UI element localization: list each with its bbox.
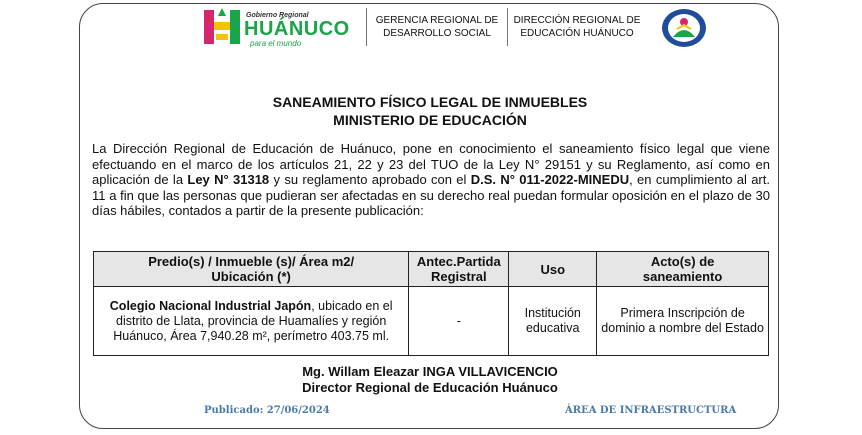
col-header-predio-line1: Predio(s) / Inmueble (s)/ Área m2/ [148,254,355,269]
cell-acto: Primera Inscripción de dominio a nombre del Estado [597,287,769,356]
signatory-role: Director Regional de Educación Huánuco [302,380,558,395]
cell-predio [94,287,409,356]
col-header-partida-line1: Antec.Partida [416,254,501,269]
header-direccion [512,14,642,40]
property-name: Colegio Nacional Industrial Japón [109,298,312,313]
header-gerencia-line1: GERENCIA REGIONAL DE [375,15,499,26]
col-header-predio-line2: Ubicación (*) [211,269,291,284]
property-table [93,251,769,356]
cell-uso: Institución educativa [509,287,597,356]
law-reference: Ley N° 31318 [187,172,270,188]
paragraph-text: y su reglamento aprobado con el [269,172,471,188]
header-divider [507,8,508,46]
header-gerencia-line2: DESARROLLO SOCIAL [383,28,491,39]
cell-partida: - [409,287,509,356]
logo-tagline: para el mundo [250,39,302,48]
col-header-acto-line2: saneamiento [642,269,723,284]
header-direccion-line2: EDUCACIÓN HUÁNUCO [520,28,634,39]
col-header-uso [509,252,597,287]
notice-title: SANEAMIENTO FÍSICO LEGAL DE INMUEBLES [272,94,588,110]
paragraph-text: La Dirección Regional de Educación de Huánuco, pone en conocimiento el saneamiento físico legal que viene efectuando en el marco de los artículos 21, 22 y 23 del TUO de la Ley N° 29151 y su Reglamento, así como en aplicación de la [92,141,770,188]
huanuco-h-icon [202,6,244,48]
property-details: , ubicado en el distrito de Llata, provincia de Huamalíes y región Huánuco, Área 7,940.28 m², perímetro 403.75 ml. [113,298,393,343]
col-header-partida-line2: Registral [430,269,487,284]
header-direccion-line1: DIRECCIÓN REGIONAL DE [513,15,641,26]
logo-name: HUÁNUCO [244,18,350,40]
huanuco-logo [202,6,352,48]
notice-subtitle: MINISTERIO DE EDUCACIÓN [333,112,527,128]
header-divider [366,8,367,46]
decree-reference: D.S. N° 011-2022-MINEDU [470,172,630,188]
paragraph-text: , en cumplimiento al art. 11 a fin que las personas que pudieran ser afectadas en su derecho real puedan formular oposición en el plazo de 30 días hábiles, contados a partir de la presente publicación: [92,172,770,219]
notice-paragraph [92,141,770,219]
col-header-predio [94,252,409,287]
signatory-name: Mg. Willam Eleazar INGA VILLAVICENCIO [302,364,558,379]
area-label: ÁREA DE INFRAESTRUCTURA [565,405,737,416]
table-header-row [94,252,769,287]
col-header-partida [409,252,509,287]
col-header-acto-line1: Acto(s) de [650,254,715,269]
col-header-acto [597,252,769,287]
logo-small-text: Gobierno Regional [246,12,309,19]
col-header-uso-line1: Uso [540,261,566,277]
regional-education-seal-icon [659,7,709,49]
published-date: Publicado: 27/06/2024 [204,405,330,416]
header-gerencia [372,14,502,40]
table-row [94,287,769,356]
